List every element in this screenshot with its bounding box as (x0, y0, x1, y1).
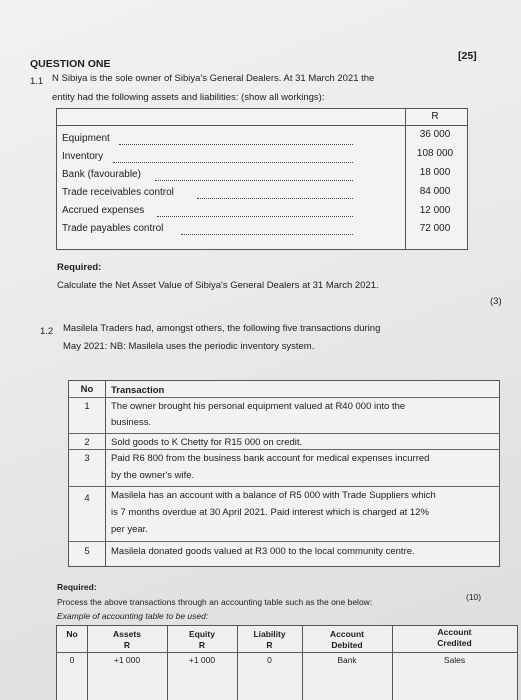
item-value: 18 000 (419, 167, 451, 178)
transaction-line: Sold goods to K Chetty for R15 000 on credit. (111, 437, 303, 448)
header-account-credited-line2: Credited (437, 638, 472, 648)
q1-2-number: 1.2 (40, 326, 54, 337)
question-marks: [25] (458, 50, 477, 62)
q1-2-required-text: Process the above transactions through an accounting table such as the one below: (57, 597, 373, 607)
header-equity: Equity (189, 629, 215, 639)
transaction-line: is 7 months overdue at 30 April 2021. Paid interest which is charged at 12% (111, 507, 429, 518)
transaction-line: Paid R6 800 from the business bank account for medical expenses incurred (111, 453, 430, 464)
col-no-header: No (80, 384, 94, 395)
q1-2-marks: (10) (466, 592, 482, 602)
example-row-liability: 0 (267, 655, 272, 665)
header-liability: Liability (253, 629, 286, 639)
header-no: No (66, 629, 78, 639)
item-label: Bank (favourable) (62, 169, 141, 180)
q1-1-required-label: Required: (57, 262, 102, 273)
q1-2-intro-line2: May 2021: NB: Masilela uses the periodic inventory system. (63, 341, 315, 352)
q1-1-required-text: Calculate the Net Asset Value of Sibiya's General Dealers at 31 March 2021. (57, 280, 379, 291)
item-value: 12 000 (419, 205, 451, 216)
transaction-line: Masilela donated goods valued at R3 000 to the local community centre. (111, 546, 415, 557)
example-row-equity: +1 000 (188, 655, 216, 665)
item-label: Equipment (62, 133, 110, 144)
transaction-line: Masilela has an account with a balance of R5 000 with Trade Suppliers which (111, 490, 436, 501)
q1-1-marks: (3) (490, 296, 502, 307)
header-assets-unit: R (123, 640, 131, 650)
item-label: Trade payables control (62, 223, 164, 234)
item-value: 36 000 (419, 129, 451, 140)
q1-1-intro-line1: N Sibiya is the sole owner of Sibiya's General Dealers. At 31 March 2021 the (52, 73, 375, 84)
example-row-assets: +1 000 (113, 655, 141, 665)
transaction-line: business. (111, 417, 152, 428)
transaction-no: 3 (84, 453, 90, 464)
transaction-line: by the owner's wife. (111, 470, 195, 481)
transactions-table (68, 380, 500, 567)
col-transaction-header: Transaction (111, 385, 165, 396)
example-row-account-debited: Bank (337, 655, 357, 665)
header-assets: Assets (113, 629, 141, 639)
item-value: 108 000 (416, 148, 454, 159)
item-value: 84 000 (419, 186, 451, 197)
item-label: Inventory (62, 151, 104, 162)
header-account-debited-line2: Debited (331, 640, 363, 650)
transaction-no: 1 (84, 401, 90, 412)
header-equity-unit: R (198, 640, 206, 650)
transaction-line: The owner brought his personal equipment valued at R40 000 into the (111, 401, 406, 412)
example-accounting-table (56, 625, 518, 700)
header-account-debited: Account (330, 629, 364, 639)
q1-1-number: 1.1 (30, 76, 44, 87)
header-liability-unit: R (266, 640, 273, 650)
q1-2-required-label: Required: (57, 582, 97, 592)
transaction-line: per year. (111, 524, 148, 535)
example-row-account-credited: Sales (443, 655, 466, 665)
question-title: QUESTION ONE (30, 58, 111, 70)
item-label: Trade receivables control (62, 187, 174, 198)
transaction-no: 2 (84, 437, 90, 448)
header-account-credited: Account (437, 627, 472, 637)
q1-1-intro-line2: entity had the following assets and liabilities: (show all workings): (52, 92, 325, 103)
rand-column-header: R (431, 111, 439, 122)
example-label: Example of accounting table to be used: (57, 611, 209, 621)
assets-liabilities-table (56, 108, 468, 250)
item-label: Accrued expenses (62, 205, 145, 216)
example-row-no: 0 (69, 655, 75, 665)
transaction-no: 5 (84, 546, 90, 557)
transaction-no: 4 (84, 493, 90, 504)
q1-2-intro-line1: Masilela Traders had, amongst others, the following five transactions during (63, 323, 381, 334)
item-value: 72 000 (419, 223, 451, 234)
